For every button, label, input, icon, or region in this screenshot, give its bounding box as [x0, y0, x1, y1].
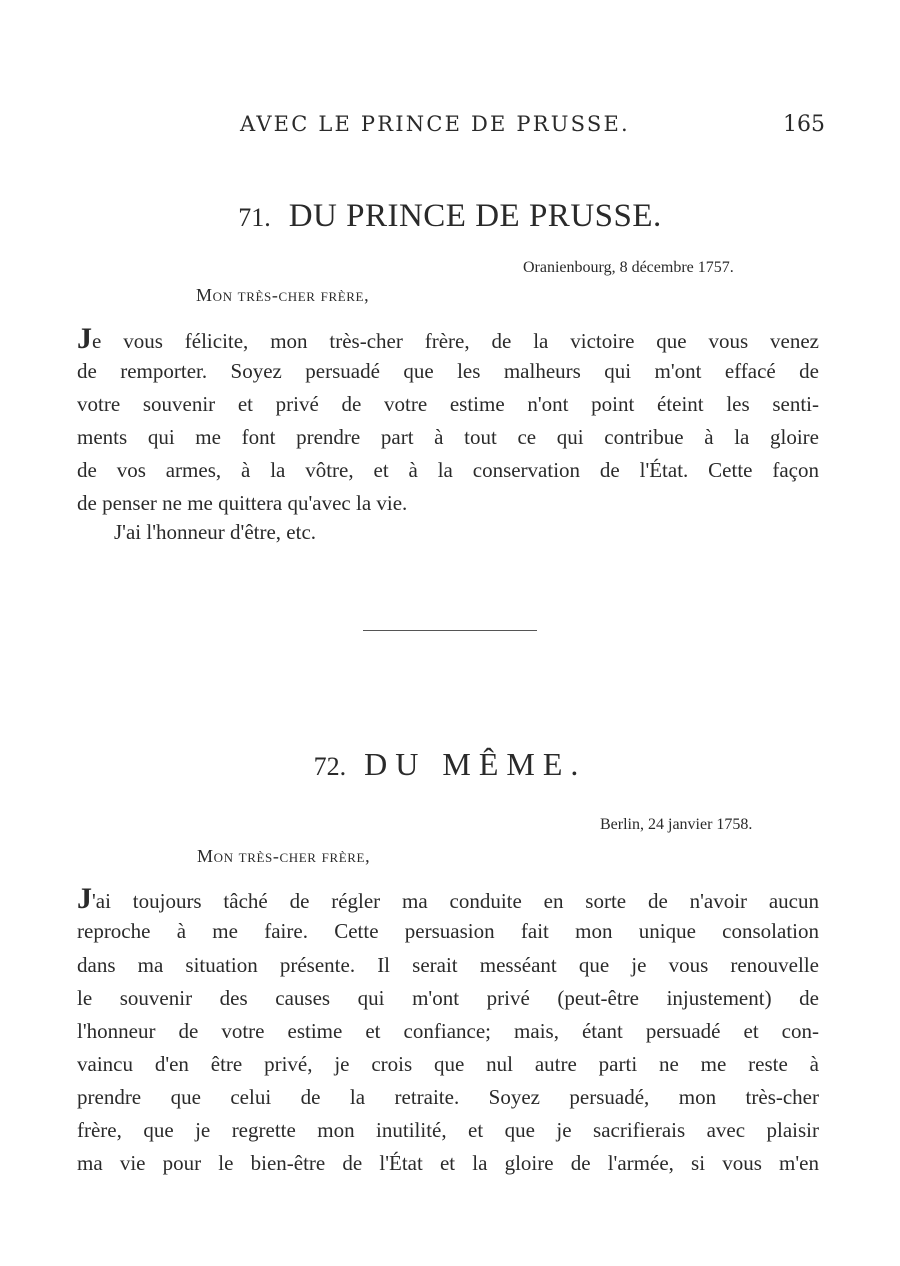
letter-71-closing: J'ai l'honneur d'être, etc. — [114, 520, 317, 544]
letter-71-line: de penser ne me quittera qu'avec la vie. — [77, 491, 408, 515]
letter-72-line: frère, que je regrette mon inutilité, et que je sacrifierais avec plaisir — [77, 1118, 819, 1142]
drop-cap: J — [77, 882, 92, 915]
section-divider — [363, 630, 537, 631]
letter-72-line: prendre que celui de la retraite. Soyez persuadé, mon très-cher — [77, 1085, 819, 1109]
letter-72-line: vaincu d'en être privé, je crois que nul autre parti ne me reste à — [77, 1052, 819, 1076]
letter-72-dateline: Berlin, 24 janvier 1758. — [600, 816, 753, 833]
letter-72-line: dans ma situation présente. Il serait messéant que je vous renouvelle — [77, 953, 819, 977]
letter-72-salutation: Mon très-cher frère, — [197, 846, 371, 866]
letter-71-line: Je vous félicite, mon très-cher frère, de la victoire que vous venez — [77, 322, 819, 355]
running-header — [0, 112, 900, 142]
letter-71-line: de vos armes, à la vôtre, et à la conservation de l'État. Cette façon — [77, 458, 819, 482]
letter-title: DU MÊME. — [364, 746, 587, 782]
letter-71-line: de remporter. Soyez persuadé que les malheurs qui m'ont effacé de — [77, 359, 819, 383]
letter-title: DU PRINCE DE PRUSSE. — [288, 198, 662, 234]
drop-cap: J — [77, 322, 92, 355]
letter-72-line: le souvenir des causes qui m'ont privé (peut-être injustement) de — [77, 986, 819, 1010]
letter-71-heading — [0, 198, 900, 235]
letter-72-line: reproche à me faire. Cette persuasion fait mon unique consolation — [77, 919, 819, 943]
running-title: AVEC LE PRINCE DE PRUSSE. — [240, 112, 630, 136]
letter-72-line: J'ai toujours tâché de régler ma conduite en sorte de n'avoir aucun — [77, 882, 819, 915]
letter-number: 71. — [238, 203, 271, 232]
letter-number: 72. — [313, 752, 347, 781]
letter-72-line: ma vie pour le bien-être de l'État et la gloire de l'armée, si vous m'en — [77, 1151, 819, 1175]
letter-71-salutation: Mon très-cher frère, — [196, 285, 370, 305]
letter-71-dateline: Oranienbourg, 8 décembre 1757. — [523, 259, 734, 276]
letter-71-line: ments qui me font prendre part à tout ce qui contribue à la gloire — [77, 425, 819, 449]
letter-72-heading — [0, 746, 900, 783]
letter-72-line: l'honneur de votre estime et confiance; mais, étant persuadé et con- — [77, 1019, 819, 1043]
letter-71-line: votre souvenir et privé de votre estime n'ont point éteint les senti- — [77, 392, 819, 416]
page-number: 165 — [783, 112, 825, 137]
